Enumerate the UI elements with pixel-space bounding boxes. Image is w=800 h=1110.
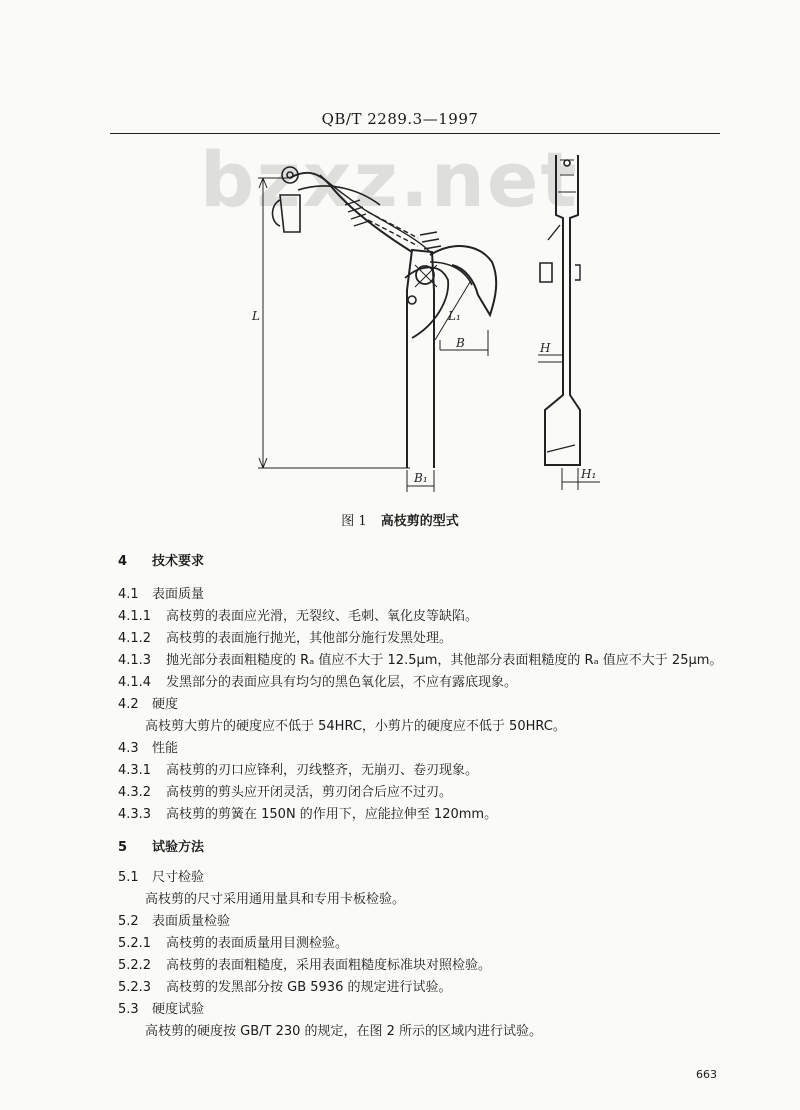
- clause-text: 高枝剪的表面粗糙度，采用表面粗糙度标准块对照检验。: [166, 958, 492, 973]
- clause-number: 4.1.2: [118, 631, 152, 646]
- clause-text: 高枝剪的剪头应开闭灵活，剪刃闭合后应不过刃。: [166, 785, 453, 800]
- clause-number: 5.1: [118, 870, 139, 885]
- clause-4-3-3: [118, 803, 497, 822]
- clause-text: 尺寸检验: [152, 870, 205, 885]
- paragraph-4-2: 高枝剪大剪片的硬度应不低于 54HRC，小剪片的硬度应不低于 50HRC。: [145, 719, 566, 734]
- clause-number: 5.3: [118, 1002, 139, 1017]
- paragraph-5-1: 高枝剪的尺寸采用通用量具和专用卡板检验。: [145, 892, 406, 907]
- clause-text: 性能: [152, 741, 179, 756]
- clause-number: 4.1: [118, 587, 139, 602]
- clause-4-3-1: [118, 759, 478, 778]
- front-view: [258, 167, 496, 492]
- clause-number: 5.2.2: [118, 958, 152, 973]
- clause-text: 高枝剪的表面质量用目测检验。: [166, 936, 349, 951]
- clause-5-1: [118, 866, 204, 885]
- clause-number: 5.2: [118, 914, 139, 929]
- clause-4-1-2: [118, 627, 452, 646]
- clause-4-1-4: [118, 671, 517, 690]
- clause-4-3: [118, 737, 178, 756]
- clause-number: 4.1.4: [118, 675, 152, 690]
- clause-5-2-2: [118, 954, 491, 973]
- section-title: 试验方法: [152, 840, 205, 855]
- standard-number-header: QB/T 2289.3—1997: [321, 110, 479, 128]
- clause-number: 4.2: [118, 697, 139, 712]
- clause-text: 表面质量检验: [152, 914, 231, 929]
- clause-text: 高枝剪的表面应光滑，无裂纹、毛刺、氧化皮等缺陷。: [166, 609, 479, 624]
- section-5-heading: [118, 836, 204, 855]
- clause-4-2: [118, 693, 178, 712]
- side-view: [538, 155, 600, 490]
- clause-4-1-3: [118, 649, 722, 668]
- paragraph-5-3: 高枝剪的硬度按 GB/T 230 的规定，在图 2 所示的区域内进行试验。: [145, 1024, 543, 1039]
- clause-5-3: [118, 998, 204, 1017]
- clause-text: 高枝剪的表面施行抛光，其他部分施行发黑处理。: [166, 631, 453, 646]
- section-4-heading: [118, 550, 204, 569]
- dim-label-B: B: [456, 336, 465, 350]
- clause-text: 抛光部分表面粗糙度的 Rₐ 值应不大于 12.5μm，其他部分表面粗糙度的 Rₐ 值应不大于 25μm。: [166, 653, 723, 668]
- figure-caption-number: 图 1: [341, 514, 367, 529]
- dim-label-L: L: [252, 309, 260, 323]
- clause-text: 表面质量: [152, 587, 205, 602]
- clause-number: 5.2.3: [118, 980, 152, 995]
- clause-number: 4.1.3: [118, 653, 152, 668]
- clause-number: 5.2.1: [118, 936, 152, 951]
- section-title: 技术要求: [152, 554, 205, 569]
- dim-label-H: H: [540, 341, 551, 355]
- clause-number: 4.3.1: [118, 763, 152, 778]
- clause-number: 4.3.2: [118, 785, 152, 800]
- watermark: bzxz.net: [200, 135, 579, 224]
- clause-text: 高枝剪的剪簧在 150N 的作用下，应能拉伸至 120mm。: [166, 807, 498, 822]
- clause-number: 4.1.1: [118, 609, 152, 624]
- clause-text: 发黑部分的表面应具有均匀的黑色氧化层，不应有露底现象。: [166, 675, 518, 690]
- figure-caption-title: 高枝剪的型式: [380, 514, 459, 529]
- clause-4-1: [118, 583, 204, 602]
- figure-1-drawing: [0, 0, 800, 500]
- section-number: 4: [118, 554, 128, 569]
- section-number: 5: [118, 840, 128, 855]
- clause-5-2-1: [118, 932, 348, 951]
- dim-label-H1: H₁: [581, 467, 597, 481]
- clause-text: 硬度试验: [152, 1002, 205, 1017]
- dim-label-B1: B₁: [414, 471, 428, 485]
- clause-4-3-2: [118, 781, 452, 800]
- clause-5-2-3: [118, 976, 451, 995]
- dim-label-L1: L₁: [448, 309, 461, 323]
- page-number: 663: [696, 1068, 717, 1081]
- clause-number: 4.3: [118, 741, 139, 756]
- clause-text: 高枝剪的发黑部分按 GB 5936 的规定进行试验。: [166, 980, 452, 995]
- figure-caption: [0, 510, 800, 529]
- clause-text: 硬度: [152, 697, 179, 712]
- clause-text: 高枝剪的刃口应锋利，刃线整齐，无崩刃、卷刃现象。: [166, 763, 479, 778]
- clause-4-1-1: [118, 605, 478, 624]
- clause-5-2: [118, 910, 230, 929]
- clause-number: 4.3.3: [118, 807, 152, 822]
